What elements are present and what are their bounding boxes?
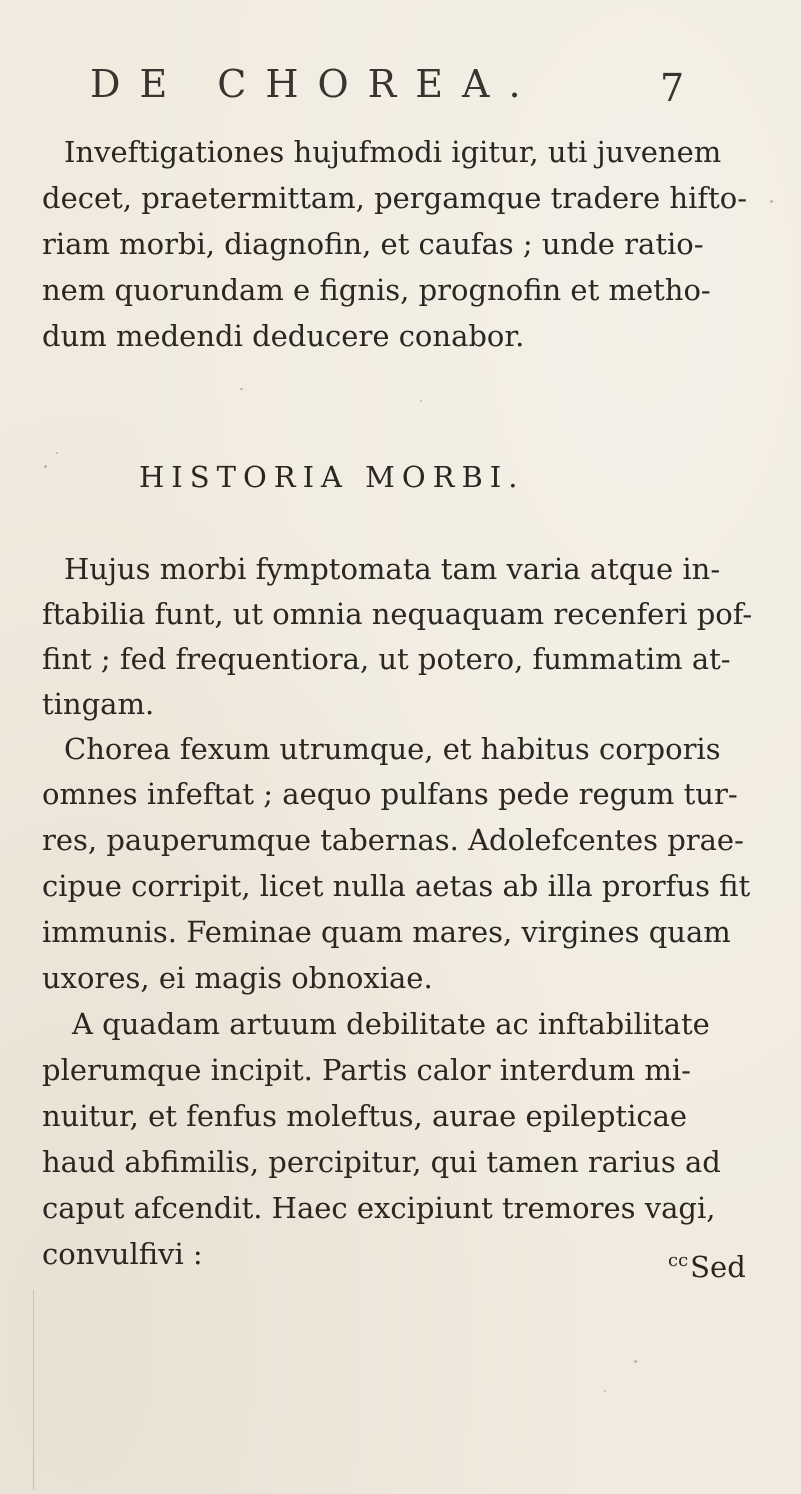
body-line-16: convulfivi : xyxy=(42,1237,203,1271)
body-line-14: haud abfimilis, percipitur, qui tamen rarius ad xyxy=(42,1145,721,1179)
body-line-15: caput afcendit. Haec excipiunt tremores vagi, xyxy=(42,1191,716,1225)
section-heading: HISTORIA MORBI. xyxy=(139,460,525,494)
intro-line-2: decet, praetermittam, pergamque tradere hifto- xyxy=(42,181,748,215)
page-number: 7 xyxy=(660,66,685,110)
ink-speck xyxy=(770,200,773,203)
body-line-11: A quadam artuum debilitate ac inftabilitate xyxy=(72,1007,710,1041)
body-line-9: immunis. Feminae quam mares, virgines quam xyxy=(42,915,731,949)
body-line-7: res, pauperumque tabernas. Adolefcentes prae- xyxy=(42,823,744,857)
intro-line-1: Inveftigationes hujufmodi igitur, uti juvenem xyxy=(64,135,722,169)
body-line-13: nuitur, et fenfus moleftus, aurae epilepticae xyxy=(42,1099,688,1133)
body-line-8: cipue corripit, licet nulla aetas ab illa prorfus fit xyxy=(42,869,751,903)
ink-speck xyxy=(420,400,422,402)
intro-line-3: riam morbi, diagnofin, et caufas ; unde ratio- xyxy=(42,227,704,261)
catchword-quote-mark: cc xyxy=(668,1250,689,1272)
catchword xyxy=(668,1250,746,1284)
body-line-3: fint ; fed frequentiora, ut potero, fummatim at- xyxy=(42,642,731,676)
body-line-12: plerumque incipit. Partis calor interdum mi- xyxy=(42,1053,691,1087)
ink-speck xyxy=(44,465,47,468)
body-line-4: tingam. xyxy=(42,687,155,721)
catchword-word: Sed xyxy=(690,1250,746,1284)
body-line-1: Hujus morbi fymptomata tam varia atque in- xyxy=(64,552,721,586)
intro-line-4: nem quorundam e fignis, prognofin et metho- xyxy=(42,273,711,307)
running-head-title: DE CHOREA. xyxy=(90,62,540,106)
body-line-10: uxores, ei magis obnoxiae. xyxy=(42,961,433,995)
ink-speck xyxy=(240,388,243,390)
page-edge-shadow xyxy=(33,1290,34,1490)
ink-speck xyxy=(604,1390,606,1392)
ink-speck xyxy=(634,1360,637,1363)
body-line-2: ftabilia funt, ut omnia nequaquam recenferi pof- xyxy=(42,597,753,631)
ink-speck xyxy=(56,452,58,454)
body-line-5: Chorea fexum utrumque, et habitus corporis xyxy=(64,732,721,766)
intro-line-5: dum medendi deducere conabor. xyxy=(42,319,525,353)
body-line-6: omnes infeftat ; aequo pulfans pede regum tur- xyxy=(42,777,738,811)
